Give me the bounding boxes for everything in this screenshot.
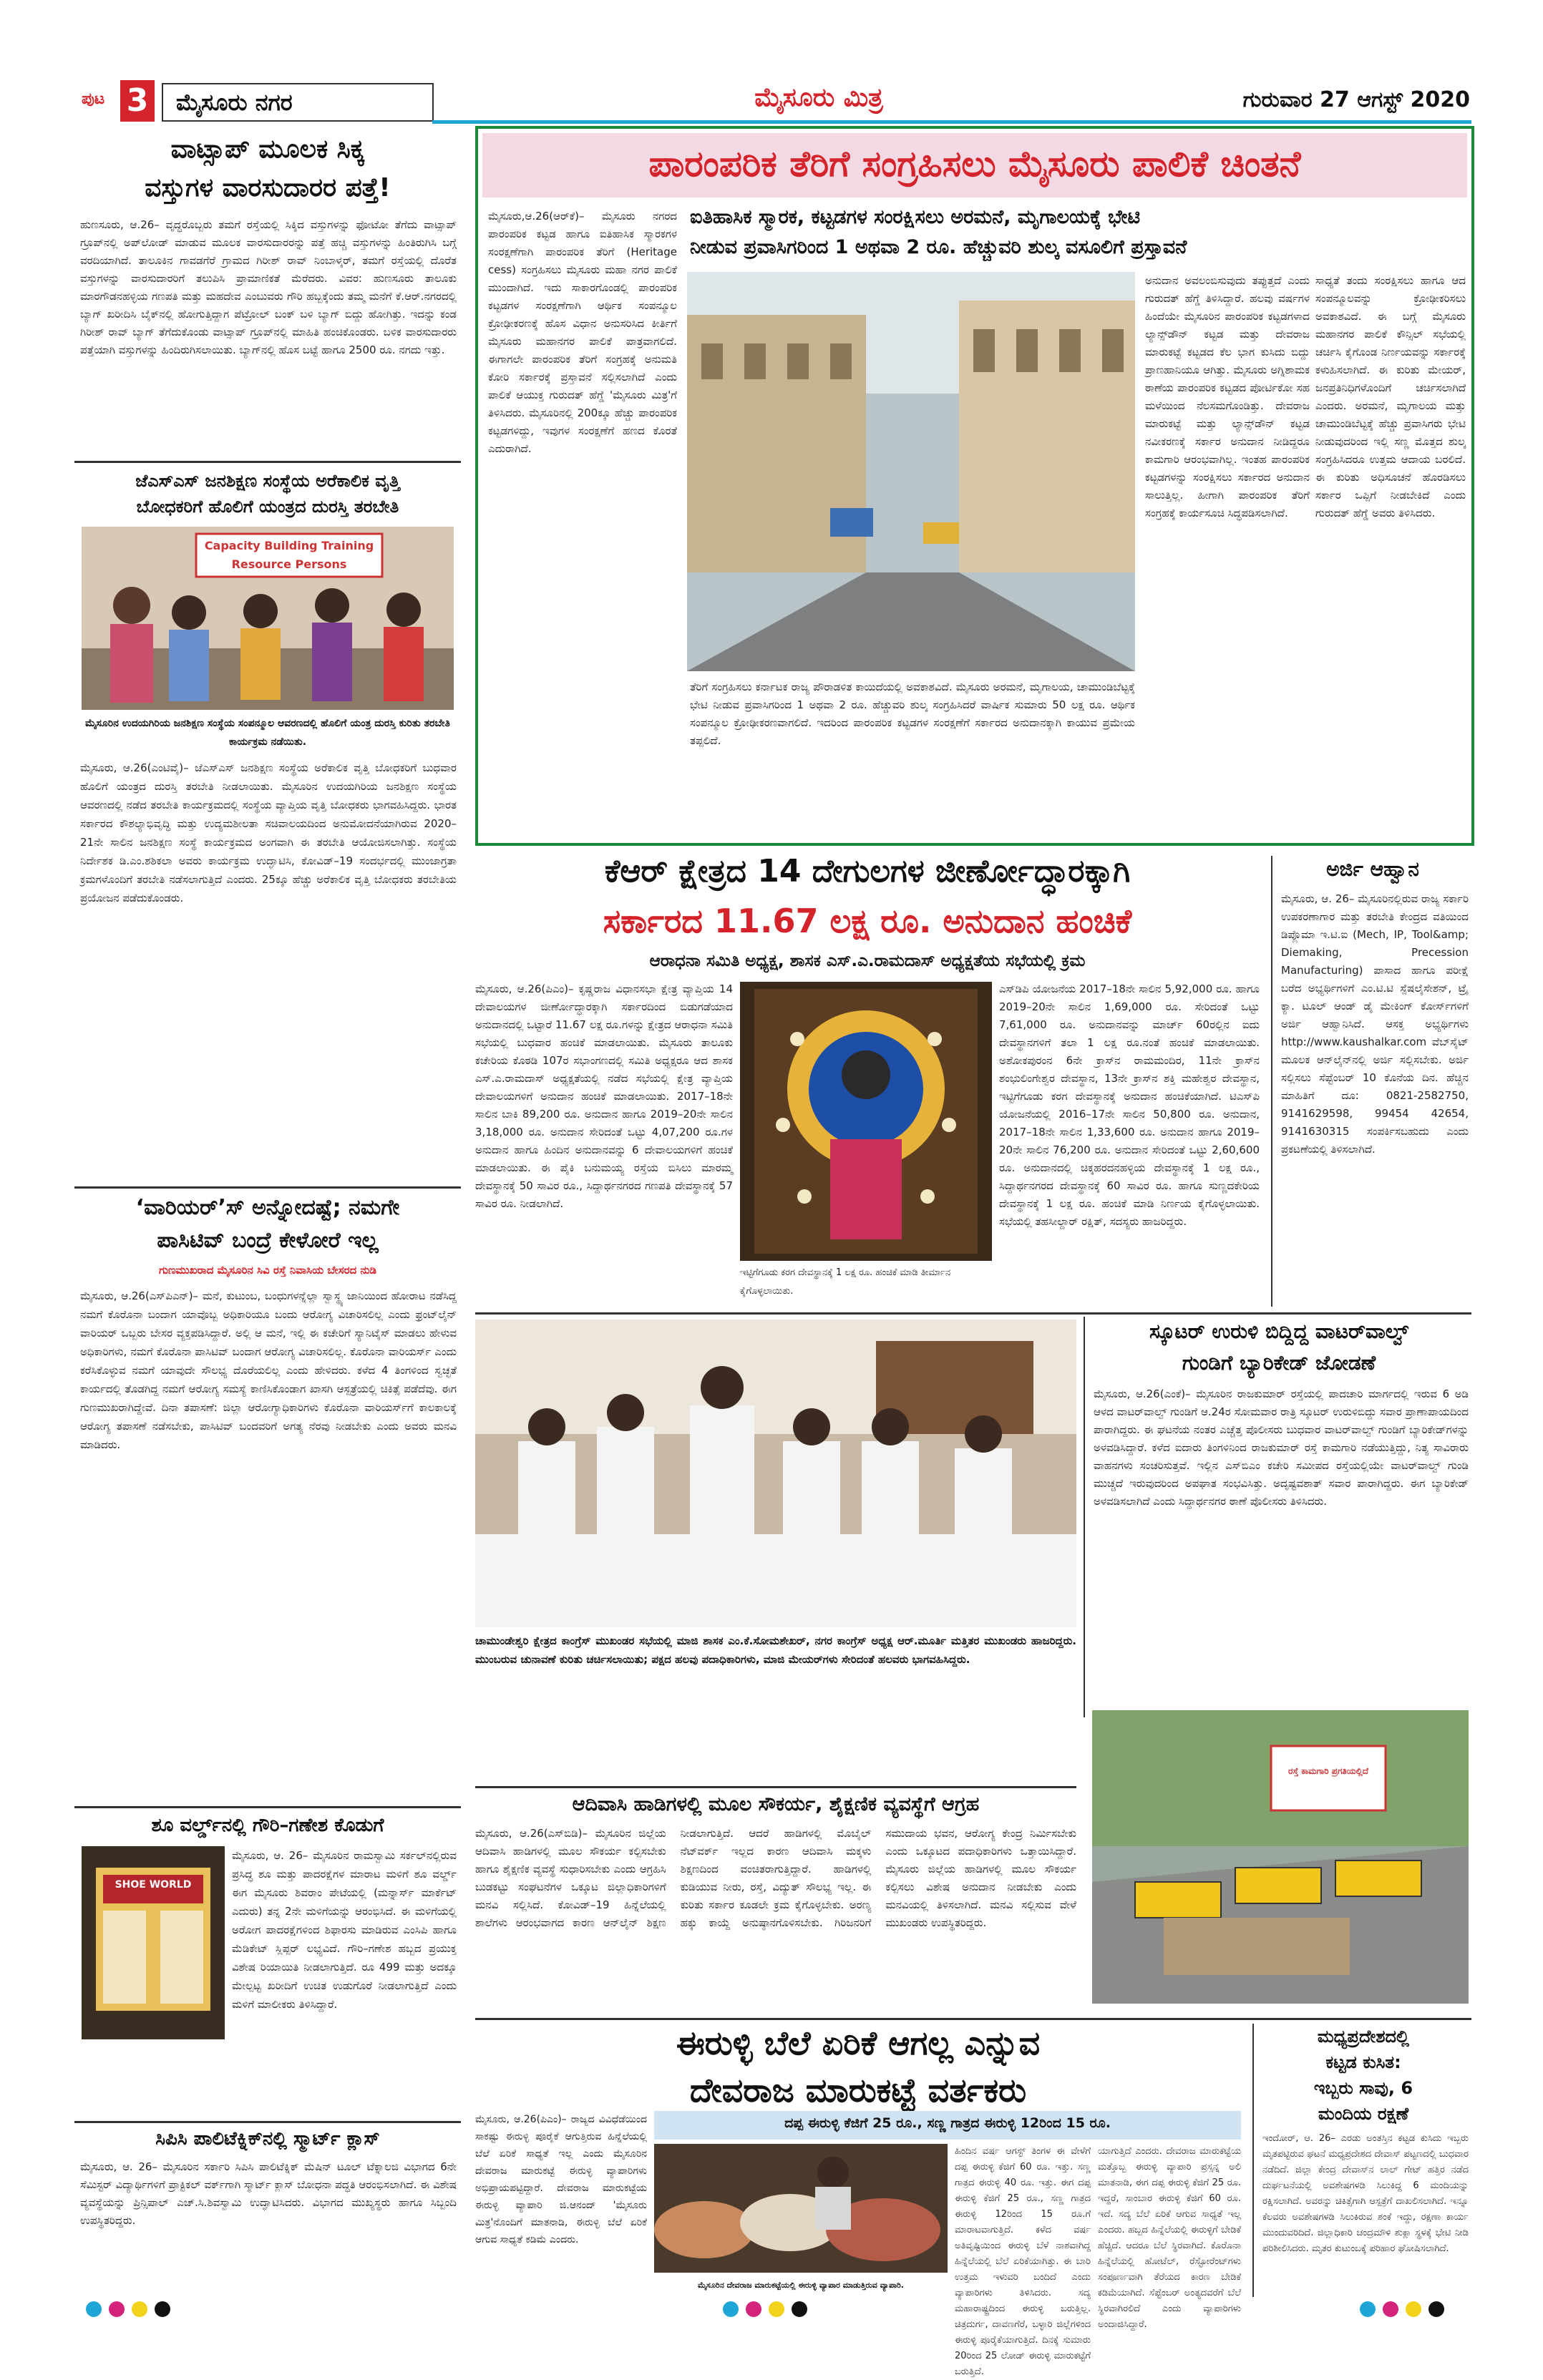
divider: [475, 2018, 1471, 2020]
subhead: ನೀಡುವ ಪ್ರವಾಸಿಗರಿಂದ 1 ಅಥವಾ 2 ರೂ. ಹೆಚ್ಚುವರಿ ಶುಲ್ಕ ವಸೂಲಿಗೆ ಪ್ರಸ್ತಾವನೆ: [690, 236, 1187, 258]
divider: [74, 2121, 461, 2123]
article-body: ತೆರಿಗೆ ಸಂಗ್ರಹಿಸಲು ಕರ್ನಾಟಕ ರಾಜ್ಯ ಪೌರಾಡಳಿತ ಕಾಯಿದೆಯಲ್ಲಿ ಅವಕಾಶವಿದೆ. ಮೈಸೂರು ಅರಮನೆ, ಮೃಗಾಲಯ, ಚಾಮುಂಡಿಬೆಟ್ಟಕ್ಕೆ ಭೇಟಿ ನೀಡುವ ಪ್ರವಾಸಿಗರಿಂದ 1 ಅಥವಾ 2 ರೂ. ಹೆಚ್ಚುವರಿ ಶುಲ್ಕ ಸಂಗ್ರಹಿಸಿದರೆ ವಾರ್ಷಿಕ ಸುಮಾರು 50 ಲಕ್ಷ ರೂ. ಆರ್ಥಿಕ ಸಂಪನ್ಮೂಲ ಕ್ರೋಢೀಕರಣವಾಗಲಿದೆ. ಇದರಿಂದ ಪಾರಂಪರಿಕ ಕಟ್ಟಡಗಳ ಸಂರಕ್ಷಣೆಗೆ ಸರ್ಕಾರದ ಅನುದಾನಕ್ಕಾಗಿ ಕಾಯುವ ಪ್ರಮೇಯ ತಪ್ಪಲಿದೆ.: [690, 681, 1135, 747]
temple-photo: [740, 982, 992, 1261]
cyan-dot: [86, 2301, 102, 2317]
photo-caption: ಮೈಸೂರಿನ ದೇವರಾಜ ಮಾರುಕಟ್ಟೆಯಲ್ಲಿ ಈರುಳ್ಳಿ ವ್ಯಾಪಾರ ಮಾಡುತ್ತಿರುವ ವ್ಯಾಪಾರಿ.: [698, 2281, 904, 2290]
subhead: ಗುಣಮುಖರಾದ ಮೈಸೂರಿನ ಸಿವಿ ರಸ್ತೆ ನಿವಾಸಿಯ ಬೇಸರದ ನುಡಿ: [159, 1264, 376, 1277]
headline: ಸ್ಕೂಟರ್ ಉರುಳಿ ಬಿದ್ದಿದ್ದ ವಾಟರ್‌ವಾಲ್ವ್: [1149, 1320, 1408, 1343]
page-number: 3: [120, 80, 155, 122]
cyan-dot: [1360, 2301, 1376, 2317]
headline: ಇಬ್ಬರು ಸಾವು, 6: [1313, 2078, 1413, 2098]
article-body: ಯಾಗುತ್ತಿದೆ ಎಂದರು. ದೇವರಾಜ ಮಾರುಕಟ್ಟೆಯ ಮತ್ತೊಬ್ಬ ಈರುಳ್ಳಿ ವ್ಯಾಪಾರಿ ಪ್ರಸ್ಸನ್ನ ಅಲಿ ಮಾತನಾಡಿ, ಈಗ ದಪ್ಪ ಈರುಳ್ಳಿ ಕೆಜಿಗೆ 25 ರೂ. ಇದ್ದರೆ, ಸಾಂಬಾರ ಈರುಳ್ಳಿ ಕೆಜಿಗೆ 60 ರೂ. ಇದೆ. ಸದ್ಯ ಬೆಲೆ ಏರಿಕೆ ಆಗುವ ಸಾಧ್ಯತೆ ಇಲ್ಲ ಎಂದರು. ಹಬ್ಬದ ಹಿನ್ನೆಲೆಯಲ್ಲಿ ಈರುಳ್ಳಿಗೆ ಬೇಡಿಕೆ ಹೆಚ್ಚಿದೆ. ಆದರೂ ಬೆಲೆ ಸ್ಥಿರವಾಗಿದೆ. ಕೊರೊನಾ ಹಿನ್ನೆಲೆಯಲ್ಲಿ ಹೋಟೆಲ್, ರೆಸ್ಟೋರೆಂಟ್‌ಗಳು ಸಂಪೂರ್ಣವಾಗಿ ತೆರೆಯದ ಕಾರಣ ಬೇಡಿಕೆ ಕಡಿಮೆಯಾಗಿದೆ. ಸೆಪ್ಟೆಂಬರ್ ಅಂತ್ಯದವರೆಗೆ ಬೆಲೆ ಸ್ಥಿರವಾಗಿರಲಿದೆ ಎಂದು ವ್ಯಾಪಾರಿಗಳು ಅಂದಾಜಿಸಿದ್ದಾರೆ.: [1098, 2146, 1241, 2330]
headline: ಅರ್ಜಿ ಆಹ್ವಾನ: [1326, 857, 1419, 881]
headline: ವಾಟ್ಸಾಪ್ ಮೂಲಕ ಸಿಕ್ಕ: [170, 135, 365, 164]
article-body: ಮೈಸೂರು, ಆ.26(ಪಿಎಂ)– ರಾಜ್ಯದ ವಿವಿಧೆಡೆಯಿಂದ ಸಾಕಷ್ಟು ಈರುಳ್ಳಿ ಪೂರೈಕೆ ಆಗುತ್ತಿರುವ ಹಿನ್ನೆಲೆಯಲ್ಲಿ ಬೆಲೆ ಏರಿಕೆ ಸಾಧ್ಯತೆ ಇಲ್ಲ ಎಂದು ಮೈಸೂರಿನ ದೇವರಾಜ ಮಾರುಕಟ್ಟೆ ಈರುಳ್ಳಿ ವ್ಯಾಪಾರಿಗಳು ಅಭಿಪ್ರಾಯಪಟ್ಟಿದ್ದಾರೆ. ದೇವರಾಜ ಮಾರುಕಟ್ಟೆಯ ಈರುಳ್ಳಿ ವ್ಯಾಪಾರಿ ಜಿ.ಆನಂದ್ 'ಮೈಸೂರು ಮಿತ್ರ'ನೊಂದಿಗೆ ಮಾತನಾಡಿ, ಈರುಳ್ಳಿ ಬೆಲೆ ಏರಿಕೆ ಆಗುವ ಸಾಧ್ಯತೆ ಕಡಿಮೆ ಎಂದರು.: [475, 2114, 647, 2245]
yellow-dot: [769, 2301, 784, 2317]
article-application: [1271, 856, 1471, 1307]
scooter-photo: [1092, 1710, 1469, 2004]
article-jss: [74, 467, 461, 1184]
divider: [74, 1186, 461, 1189]
headline: ವಸ್ತುಗಳ ವಾರಸುದಾರರ ಪತ್ತೆ!: [145, 173, 391, 203]
headline: ಸರ್ಕಾರದ 11.67 ಲಕ್ಷ ರೂ. ಅನುದಾನ ಹಂಚಿಕೆ: [603, 902, 1132, 940]
black-dot: [1428, 2301, 1444, 2317]
article-body: ಮೈಸೂರು, ಆ. 26– ಮೈಸೂರಿನ ರಾಮಸ್ವಾಮಿ ಸರ್ಕಲ್‌ನಲ್ಲಿರುವ ಪ್ರಸಿದ್ಧ ಶೂ ಮತ್ತು ಪಾದರಕ್ಷೆಗಳ ಮಾರಾಟ ಮಳಿಗೆ ಶೂ ವರ್ಲ್ಡ್ ಈಗ ಮೈಸೂರು ಶಿವರಾಂ ಪೇಟೆಯಲ್ಲಿ (ಮನ್ನಾರ್ಸ್ ಮಾರ್ಕೆಟ್ ಎದುರು) ತನ್ನ 2ನೇ ಮಳಿಗೆಯನ್ನು ಆರಂಭಿಸಿದೆ. ಈ ಮಳಿಗೆಯಲ್ಲಿ ಅರೋಗ ಪಾದರಕ್ಷೆಗಳಿಂದ ಶಿಫಾರಸು ಮಾಡಿರುವ ಎಂಸಿಪಿ ಹಾಗೂ ಮೆಡಿಕೇಟ್ ಸ್ಲಿಪ್ಪರ್ ಲಭ್ಯವಿದೆ. ಗೌರಿ–ಗಣೇಶ ಹಬ್ಬದ ಪ್ರಯುಕ್ತ ವಿಶೇಷ ರಿಯಾಯಿತಿ ನೀಡಲಾಗುತ್ತಿದೆ. ರೂ 499 ಮತ್ತು ಅದಕ್ಕೂ ಮೇಲ್ಪಟ್ಟ ಖರೀದಿಗೆ ಉಚಿತ ಉಡುಗೊರೆ ನೀಡಲಾಗುತ್ತಿದೆ ಎಂದು ಮಳಿಗೆ ಮಾಲೀಕರು ತಿಳಿಸಿದ್ದಾರೆ.: [232, 1849, 457, 2011]
yellow-dot: [132, 2301, 147, 2317]
black-dot: [155, 2301, 170, 2317]
jss-banner-text: Capacity Building Training Resource Persons: [204, 539, 374, 571]
magenta-dot: [109, 2301, 125, 2317]
article-whatsapp: [74, 129, 461, 458]
registration-marks-right: [1360, 2301, 1503, 2318]
paper-name: ಮೈಸೂರು ಮಿತ್ರ: [754, 83, 883, 112]
photo-caption: ಇಟ್ಟಿಗೆಗೂಡು ಕರಗ ದೇವಸ್ಥಾನಕ್ಕೆ 1 ಲಕ್ಷ ರೂ. ಹಂಚಿಕೆ ಮಾಡಿ ತೀರ್ಮಾನ ಕೈಗೊಳ್ಳಲಾಯಿತು.: [740, 1267, 951, 1297]
photo-caption: ಚಾಮುಂಡೇಶ್ವರಿ ಕ್ಷೇತ್ರದ ಕಾಂಗ್ರೆಸ್ ಮುಖಂಡರ ಸಭೆಯಲ್ಲಿ ಮಾಜಿ ಶಾಸಕ ಎಂ.ಕೆ.ಸೋಮಶೇಖರ್, ನಗರ ಕಾಂಗ್ರೆಸ್ ಅಧ್ಯಕ್ಷ ಆರ್.ಮೂರ್ತಿ ಮತ್ತಿತರ ಮುಖಂಡರು ಹಾಜರಿದ್ದರು. ಮುಂಬರುವ ಚುನಾವಣೆ ಕುರಿತು ಚರ್ಚಿಸಲಾಯಿತು; ಪಕ್ಷದ ಹಲವು ಪದಾಧಿಕಾರಿಗಳು, ಮಾಜಿ ಮೇಯರ್‌ಗಳು ಸೇರಿದಂತೆ ಹಲವರು ಭಾಗವಹಿಸಿದ್ದರು.: [475, 1634, 1076, 1666]
article-body: ಮೈಸೂರು, ಆ.26(ಎಸ್‌ಪಿಎನ್)– ಮನೆ, ಕುಟುಂಬ, ಬಂಧುಗಳನ್ನೆಲ್ಲಾ ಸ್ವಾಸ್ಥ್ಯ ಜಾನಿಯಿಂದ ಹೋರಾಟ ನಡೆಸಿದ್ದ ನಮಗೆ ಕೊರೊನಾ ಬಂದಾಗ ಯಾವೊಬ್ಬ ಅಧಿಕಾರಿಯೂ ಬಂದು ಆರೋಗ್ಯ ವಿಚಾರಿಸಲಿಲ್ಲ ಎಂದು ಫ್ರಂಟ್‌ಲೈನ್ ವಾರಿಯರ್ ಒಬ್ಬರು ಬೇಸರ ವ್ಯಕ್ತಪಡಿಸಿದ್ದಾರೆ. ಅಲ್ಲಿ ಆ ಮನೆ, ಇಲ್ಲಿ ಈ ಕಚೇರಿಗೆ ಸ್ಯಾನಿಟೈಸ್ ಮಾಡಲು ಹೇಳುವ ಅಧಿಕಾರಿಗಳು, ನಮಗೆ ಕೊರೊನಾ ಪಾಸಿಟಿವ್ ಬಂದಾಗ ಆರೋಗ್ಯ ವಿಚಾರಿಸಲಿಲ್ಲ. ಕೊರೊನಾ ವಾರಿಯರ್ಸ್ ಎಂದು ಕರೆಸಿಕೊಳ್ಳುವ ನಮಗೆ ಯಾವುದೇ ಸೌಲಭ್ಯ ದೊರೆಯಲಿಲ್ಲ ಎಂದು ಹೇಳಿದರು. ಕಳೆದ 4 ತಿಂಗಳಿಂದ ಸ್ವಚ್ಛತೆ ಕಾರ್ಯದಲ್ಲಿ ತೊಡಗಿದ್ದ ನಮಗೆ ಆರೋಗ್ಯ ಸಮಸ್ಯೆ ಕಾಣಿಸಿಕೊಂಡಾಗ ಖಾಸಗಿ ಆಸ್ಪತ್ರೆಯಲ್ಲಿ ಚಿಕಿತ್ಸೆ ಪಡೆದೆವು. ಈಗ ಗುಣಮುಖರಾಗಿದ್ದೇವೆ. ದಿನಾ ತಪಾಸಣೆ: ಜಿಲ್ಲಾ ಆರೋಗ್ಯಾಧಿಕಾರಿಗಳು ಕೊರೊನಾ ವಾರಿಯರ್ಸ್‌ಗೆ ಕಾಲಕಾಲಕ್ಕೆ ಆರೋಗ್ಯ ತಪಾಸಣೆ ನಡೆಸಬೇಕು, ಪಾಸಿಟಿವ್ ಬಂದವರಿಗೆ ಅಗತ್ಯ ನೆರವು ನೀಡಬೇಕು ಎಂದು ಅವರು ಮನವಿ ಮಾಡಿದರು.: [80, 1289, 457, 1451]
article-body: ಹಿಂದಿನ ವರ್ಷ ಆಗಸ್ಟ್ ತಿಂಗಳ ಈ ವೇಳೆಗೆ ದಪ್ಪ ಈರುಳ್ಳಿ ಕೆಜಿಗೆ 60 ರೂ. ಇತ್ತು. ಸಣ್ಣ ಗಾತ್ರದ ಈರುಳ್ಳಿ 40 ರೂ. ಇತ್ತು. ಈಗ ದಪ್ಪ ಈರುಳ್ಳಿ ಕೆಜಿಗೆ 25 ರೂ., ಸಣ್ಣ ಗಾತ್ರದ ಈರುಳ್ಳಿ 12ರಿಂದ 15 ರೂ.ಗೆ ಮಾರಾಟವಾಗುತ್ತಿದೆ. ಕಳೆದ ವರ್ಷ ಅತಿವೃಷ್ಟಿಯಿಂದ ಈರುಳ್ಳಿ ಬೆಳೆ ನಾಶವಾಗಿದ್ದ ಹಿನ್ನೆಲೆಯಲ್ಲಿ ಬೆಲೆ ಏರಿಕೆಯಾಗಿತ್ತು. ಈ ಬಾರಿ ಉತ್ತಮ ಇಳುವರಿ ಬಂದಿದೆ ಎಂದು ವ್ಯಾಪಾರಿಗಳು ತಿಳಿಸಿದರು. ಸದ್ಯ ಮಹಾರಾಷ್ಟ್ರದಿಂದ ಈರುಳ್ಳಿ ಬರುತ್ತಿಲ್ಲ. ಚಿತ್ರದುರ್ಗ, ದಾವಣಗೆರೆ, ಬಳ್ಳಾರಿ ಜಿಲ್ಲೆಗಳಿಂದ ಈರುಳ್ಳಿ ಪೂರೈಕೆಯಾಗುತ್ತಿದೆ. ದಿನಕ್ಕೆ ಸುಮಾರು 20ರಿಂದ 25 ಲೋಡ್ ಈರುಳ್ಳಿ ಮಾರುಕಟ್ಟೆಗೆ ಬರುತ್ತಿದೆ.: [955, 2146, 1091, 2377]
price-band-text: ದಪ್ಪ ಈರುಳ್ಳಿ ಕೆಜಿಗೆ 25 ರೂ., ಸಣ್ಣ ಗಾತ್ರದ ಈರುಳ್ಳಿ 12ರಿಂದ 15 ರೂ.: [784, 2115, 1111, 2131]
article-body: ಮೈಸೂರು, ಆ. 26– ಮೈಸೂರಿನ ಸರ್ಕಾರಿ ಸಿಪಿಸಿ ಪಾಲಿಟೆಕ್ನಿಕ್ ಮೆಷಿನ್ ಟೂಲ್ ಟೆಕ್ನಾಲಜಿ ವಿಭಾಗದ 6ನೇ ಸೆಮಿಸ್ಟರ್ ವಿದ್ಯಾರ್ಥಿಗಳಿಗೆ ಪ್ರಾಕ್ಟಿಕಲ್ ವರ್ಕ್‌ಗಾಗಿ ಸ್ಮಾರ್ಟ್ ಕ್ಲಾಸ್ ಬೋಧನಾ ಪದ್ಧತಿ ಆರಂಭಿಸಲಾಗಿದೆ. ಈ ವಿಶೇಷ ವ್ಯವಸ್ಥೆಯನ್ನು ಪ್ರಿನ್ಸಿಪಾಲ್ ಎಚ್.ಸಿ.ಶಿವಸ್ವಾಮಿ ಉದ್ಘಾಟಿಸಿದರು. ವಿಭಾಗದ ಮುಖ್ಯಸ್ಥರು ಹಾಗೂ ಸಿಬ್ಬಂದಿ ಉಪಸ್ಥಿತರಿದ್ದರು.: [80, 2160, 457, 2227]
heritage-headline-bar: [482, 133, 1467, 197]
headline: ಪಾಸಿಟಿವ್ ಬಂದ್ರೆ ಕೇಳೋರೆ ಇಲ್ಲ: [157, 1228, 379, 1253]
headline: ಸಿಪಿಸಿ ಪಾಲಿಟೆಕ್ನಿಕ್‌ನಲ್ಲಿ ಸ್ಮಾರ್ಟ್ ಕ್ಲಾಸ್: [155, 2128, 380, 2150]
headline: ಆದಿವಾಸಿ ಹಾಡಿಗಳಲ್ಲಿ ಮೂಲ ಸೌಕರ್ಯ, ಶೈಕ್ಷಣಿಕ ವ್ಯವಸ್ಥೆಗೆ ಆಗ್ರಹ: [572, 1793, 980, 1815]
headline: ಗುಂಡಿಗೆ ಬ್ಯಾರಿಕೇಡ್ ಜೋಡಣೆ: [1182, 1351, 1376, 1375]
article-congress: [475, 1317, 1076, 1782]
article-body: ಮೈಸೂರು, ಆ.26(ಎಸ್‌ಬಿಡಿ)– ಮೈಸೂರಿನ ಜಿಲ್ಲೆಯ ಆದಿವಾಸಿ ಹಾಡಿಗಳಲ್ಲಿ ಮೂಲ ಸೌಕರ್ಯ ಕಲ್ಪಿಸಬೇಕು ಹಾಗೂ ಶೈಕ್ಷಣಿಕ ವ್ಯವಸ್ಥೆ ಸುಧಾರಿಸಬೇಕು ಎಂದು ಆಗ್ರಹಿಸಿ ಬುಡಕಟ್ಟು ಸಂಘಟನೆಗಳ ಒಕ್ಕೂಟ ಜಿಲ್ಲಾಧಿಕಾರಿಗಳಿಗೆ ಮನವಿ ಸಲ್ಲಿಸಿದೆ. ಕೋವಿಡ್–19 ಹಿನ್ನೆಲೆಯಲ್ಲಿ ಶಾಲೆಗಳು ಆರಂಭವಾಗದ ಕಾರಣ ಆನ್‌ಲೈನ್ ಶಿಕ್ಷಣ ನೀಡಲಾಗುತ್ತಿದೆ. ಆದರೆ ಹಾಡಿಗಳಲ್ಲಿ ಮೊಬೈಲ್ ನೆಟ್‌ವರ್ಕ್ ಇಲ್ಲದ ಕಾರಣ ಆದಿವಾಸಿ ಮಕ್ಕಳು ಶಿಕ್ಷಣದಿಂದ ವಂಚಿತರಾಗುತ್ತಿದ್ದಾರೆ. ಹಾಡಿಗಳಲ್ಲಿ ಕುಡಿಯುವ ನೀರು, ರಸ್ತೆ, ವಿದ್ಯುತ್ ಸೌಲಭ್ಯ ಇಲ್ಲ. ಈ ಕುರಿತು ಸರ್ಕಾರ ಕೂಡಲೇ ಕ್ರಮ ಕೈಗೊಳ್ಳಬೇಕು. ಅರಣ್ಯ ಹಕ್ಕು ಕಾಯ್ದೆ ಅನುಷ್ಠಾನಗೊಳಿಸಬೇಕು. ಗಿರಿಜನರಿಗೆ ಸಮುದಾಯ ಭವನ, ಆರೋಗ್ಯ ಕೇಂದ್ರ ನಿರ್ಮಿಸಬೇಕು ಎಂದು ಒಕ್ಕೂಟದ ಪದಾಧಿಕಾರಿಗಳು ಒತ್ತಾಯಿಸಿದ್ದಾರೆ. ಮೈಸೂರು ಜಿಲ್ಲೆಯ ಹಾಡಿಗಳಲ್ಲಿ ಮೂಲ ಸೌಕರ್ಯ ಕಲ್ಪಿಸಲು ವಿಶೇಷ ಅನುದಾನ ನೀಡಬೇಕು ಎಂದು ಮನವಿಯಲ್ಲಿ ತಿಳಿಸಲಾಗಿದೆ. ಮನವಿ ಸಲ್ಲಿಸುವ ವೇಳೆ ಮುಖಂಡರು ಉಪಸ್ಥಿತರಿದ್ದರು.: [475, 1827, 1076, 1929]
photo-caption: ಮೈಸೂರಿನ ಉದಯಗಿರಿಯ ಜನಶಿಕ್ಷಣ ಸಂಸ್ಥೆಯ ಸಂಪನ್ಮೂಲ ಆವರಣದಲ್ಲಿ ಹೊಲಿಗೆ ಯಂತ್ರ ದುರಸ್ತಿ ಕುರಿತು ತರಬೇತಿ ಕಾರ್ಯಕ್ರಮ ನಡೆಯಿತು.: [85, 718, 450, 748]
onion-price-band: [654, 2111, 1241, 2140]
article-body: ಮೈಸೂರು, ಆ.26(ಪಿಎಂ)– ಕೃಷ್ಣರಾಜ ವಿಧಾನಸಭಾ ಕ್ಷೇತ್ರ ವ್ಯಾಪ್ತಿಯ 14 ದೇವಾಲಯಗಳ ಜೀರ್ಣೋದ್ಧಾರಕ್ಕಾಗಿ ಸರ್ಕಾರದಿಂದ ಬಿಡುಗಡೆಯಾದ ಅನುದಾನದಲ್ಲಿ ಒಟ್ಟಾರೆ 11.67 ಲಕ್ಷ ರೂ.ಗಳನ್ನು ಕ್ಷೇತ್ರದ ಆರಾಧನಾ ಸಮಿತಿ ಸಭೆಯಲ್ಲಿ ಬುಧವಾರ ಹಂಚಿಕೆ ಮಾಡಲಾಯಿತು. ಮೈಸೂರು ತಾಲೂಕು ಕಚೇರಿಯ ಕೊಠಡಿ 107ರ ಸಭಾಂಗಣದಲ್ಲಿ ಸಮಿತಿ ಅಧ್ಯಕ್ಷರೂ ಆದ ಶಾಸಕ ಎಸ್.ಎ.ರಾಮದಾಸ್ ಅಧ್ಯಕ್ಷತೆಯಲ್ಲಿ ನಡೆದ ಸಭೆಯಲ್ಲಿ ಕ್ಷೇತ್ರ ವ್ಯಾಪ್ತಿಯ ದೇವಾಲಯಗಳಿಗೆ ಅನುದಾನ ಹಂಚಿಕೆ ಮಾಡಲಾಯಿತು. 2017–18ನೇ ಸಾಲಿನ ಬಾಕಿ 89,200 ರೂ. ಅನುದಾನ ಹಾಗೂ 2019–20ನೇ ಸಾಲಿನ 3,18,000 ರೂ. ಅನುದಾನ ಸೇರಿದಂತೆ ಒಟ್ಟು 4,07,200 ರೂ.ಗಳ ಅನುದಾನ ಹಾಗೂ ಹಿಂದಿನ ಅನುದಾನವನ್ನು 6 ದೇವಾಲಯಗಳಿಗೆ ಹಂಚಿಕೆ ಮಾಡಲಾಯಿತು. ಈ ಪೈಕಿ ಬನುಮಯ್ಯ ರಸ್ತೆಯ ಬಿಸಿಲು ಮಾರಮ್ಮ ದೇವಸ್ಥಾನಕ್ಕೆ 50 ಸಾವಿರ ರೂ., ಸಿದ್ದಾರ್ಥನಗರದ ಗಣಪತಿ ದೇವಸ್ಥಾನಕ್ಕೆ 57 ಸಾವಿರ ರೂ. ನೀಡಲಾಗಿದೆ.: [475, 982, 733, 1210]
headline: ‘ವಾರಿಯರ್’ಸ್ ಅನ್ನೋದಷ್ಟೆ; ನಮಗೇ: [135, 1195, 400, 1220]
jss-photo: [82, 527, 454, 710]
shoe-store-image: [82, 1846, 225, 2039]
article-body: ಮೈಸೂರು, ಆ.26(ಎಂಕೆ)– ಮೈಸೂರಿನ ರಾಜಕುಮಾರ್ ರಸ್ತೆಯಲ್ಲಿ ಪಾದಚಾರಿ ಮಾರ್ಗದಲ್ಲಿ ಇರುವ 6 ಅಡಿ ಆಳದ ವಾಟರ್‌ವಾಲ್ವ್ ಗುಂಡಿಗೆ ಆ.24ರ ಸೋಮವಾರ ರಾತ್ರಿ ಸ್ಕೂಟರ್ ಉರುಳಿಬಿದ್ದು ಸವಾರ ಪ್ರಾಣಾಪಾಯದಿಂದ ಪಾರಾಗಿದ್ದರು. ಈ ಘಟನೆಯ ನಂತರ ಎಚ್ಚೆತ್ತ ಪೊಲೀಸರು ಬುಧವಾರ ವಾಟರ್‌ವಾಲ್ವ್ ಗುಂಡಿಗೆ ಬ್ಯಾರಿಕೇಡ್‌ಗಳನ್ನು ಅಳವಡಿಸಿದ್ದಾರೆ. ಕಳೆದ ಐದಾರು ತಿಂಗಳಿನಿಂದ ರಾಜಕುಮಾರ್ ರಸ್ತೆ ಕಾಮಗಾರಿ ನಡೆಯುತ್ತಿದ್ದು, ನಿತ್ಯ ಸಾವಿರಾರು ವಾಹನಗಳು ಸಂಚರಿಸುತ್ತವೆ. ಇಲ್ಲಿನ ಎಸ್‌ಬಿಎಂ ಕಚೇರಿ ಸಮೀಪದ ರಸ್ತೆಯಲ್ಲಿಯೇ ವಾಟರ್‌ವಾಲ್ವ್ ಗುಂಡಿ ಮುಚ್ಚದೆ ಇರುವುದರಿಂದ ಅಪಘಾತ ಸಂಭವಿಸಿತ್ತು. ಅದೃಷ್ಟವಶಾತ್ ಸವಾರ ಪಾರಾಗಿದ್ದರು. ಈಗ ಬ್ಯಾರಿಕೇಡ್ ಅಳವಡಿಸಲಾಗಿದೆ ಎಂದು ಸಿದ್ದಾರ್ಥನಗರ ಠಾಣೆ ಪೊಲೀಸರು ತಿಳಿಸಿದರು.: [1094, 1387, 1469, 1508]
headline: ಕೆಆರ್ ಕ್ಷೇತ್ರದ 14 ದೇಗುಲಗಳ ಜೀರ್ಣೋದ್ಧಾರಕ್ಕಾಗಿ: [604, 853, 1131, 889]
divider: [74, 461, 461, 463]
headline: ಈರುಳ್ಳಿ ಬೆಲೆ ಏರಿಕೆ ಆಗಲ್ಲ ಎನ್ನುವ: [676, 2024, 1041, 2062]
shoe-store-sign: SHOE WORLD: [115, 1879, 192, 1891]
shoe-photo: [82, 1846, 225, 2039]
headline: ಮಂದಿಯ ರಕ್ಷಣೆ: [1318, 2104, 1409, 2124]
article-temples: [475, 852, 1260, 1308]
date-line: ಗುರುವಾರ 27 ಆಗಸ್ಟ್ 2020: [1242, 87, 1470, 112]
subhead: ಆರಾಧನಾ ಸಮಿತಿ ಅಧ್ಯಕ್ಷ, ಶಾಸಕ ಎಸ್.ಎ.ರಾಮದಾಸ್ ಅಧ್ಯಕ್ಷತೆಯ ಸಭೆಯಲ್ಲಿ ಕ್ರಮ: [649, 952, 1086, 970]
heritage-street-image: [687, 272, 1135, 671]
registration-marks-center: [723, 2301, 866, 2318]
yellow-dot: [1406, 2301, 1421, 2317]
article-body: ಮೈಸೂರು, ಆ. 26– ಮೈಸೂರಿನಲ್ಲಿರುವ ರಾಜ್ಯ ಸರ್ಕಾರಿ ಉಪಕರಣಾಗಾರ ಮತ್ತು ತರಬೇತಿ ಕೇಂದ್ರದ ವತಿಯಿಂದ ಡಿಪ್ಲೊಮಾ ಇ.ಟಿ.ಐ (Mech, IP, Tool&amp; Diemaking, Precession Manufacturing) ಪಾಸಾದ ಹಾಗೂ ಪರೀಕ್ಷೆ ಬರೆದ ಅಭ್ಯರ್ಥಿಗಳಿಗೆ ಎಂ.ಟಿ.ಟಿ ಸ್ಪೆಷಲೈಸೇಶನ್, ಟ್ರೈ ಕ್ಯಾ. ಟೂಲ್ ಆಂಡ್ ಡೈ ಮೇಕಿಂಗ್ ಕೋರ್ಸ್‌ಗಳಿಗೆ ಅರ್ಜಿ ಆಹ್ವಾನಿಸಿದೆ. ಆಸಕ್ತ ಅಭ್ಯರ್ಥಿಗಳು http://www.kaushalkar.com ವೆಬ್‌ಸೈಟ್ ಮೂಲಕ ಆನ್‌ಲೈನ್‌ನಲ್ಲಿ ಅರ್ಜಿ ಸಲ್ಲಿಸಬೇಕು. ಅರ್ಜಿ ಸಲ್ಲಿಸಲು ಸೆಪ್ಟೆಂಬರ್ 10 ಕೊನೆಯ ದಿನ. ಹೆಚ್ಚಿನ ಮಾಹಿತಿಗೆ ದೂ: 0821-2582750, 9141629598, 99454 42654, 9141630315 ಸಂಪರ್ಕಿಸಬಹುದು ಎಂದು ಪ್ರಕಟಣೆಯಲ್ಲಿ ತಿಳಿಸಲಾಗಿದೆ.: [1281, 892, 1469, 1156]
masthead-rule: [432, 120, 1471, 124]
subhead: ಐತಿಹಾಸಿಕ ಸ್ಮಾರಕ, ಕಟ್ಟಡಗಳ ಸಂರಕ್ಷಿಸಲು ಅರಮನೆ, ಮೃಗಾಲಯಕ್ಕೆ ಭೇಟಿ: [690, 206, 1141, 228]
magenta-dot: [746, 2301, 761, 2317]
article-warriors: [74, 1192, 461, 1803]
page-label: ಪುಟ: [82, 90, 105, 108]
headline: ಬೋಧಕರಿಗೆ ಹೊಲಿಗೆ ಯಂತ್ರದ ದುರಸ್ತಿ ತರಬೇತಿ: [136, 497, 399, 517]
registration-marks-left: [86, 2301, 229, 2318]
article-body: ಇಂದೋರ್, ಆ. 26– ಎರಡು ಅಂತಸ್ತಿನ ಕಟ್ಟಡ ಕುಸಿದು ಇಬ್ಬರು ಮೃತಪಟ್ಟಿರುವ ಘಟನೆ ಮಧ್ಯಪ್ರದೇಶದ ದೇವಾಸ್ ಪಟ್ಟಣದಲ್ಲಿ ಬುಧವಾರ ನಡೆದಿದೆ. ಜಿಲ್ಲಾ ಕೇಂದ್ರ ದೇವಾಸ್‌ನ ಲಾಲ್ ಗೇಟ್ ಹತ್ತಿರ ನಡೆದ ದುರ್ಘಟನೆಯಲ್ಲಿ ಅವಶೇಷಗಳಡಿ ಸಿಲುಕಿದ್ದ 6 ಮಂದಿಯನ್ನು ರಕ್ಷಿಸಲಾಗಿದೆ. ಅವರನ್ನು ಚಿಕಿತ್ಸೆಗಾಗಿ ಆಸ್ಪತ್ರೆಗೆ ದಾಖಲಿಸಲಾಗಿದೆ. ಇನ್ನೂ ಕೆಲವರು ಅವಶೇಷಗಳಡಿ ಸಿಲುಕಿರುವ ಶಂಕೆ ಇದ್ದು, ರಕ್ಷಣಾ ಕಾರ್ಯ ಮುಂದುವರಿದಿದೆ. ಜಿಲ್ಲಾಧಿಕಾರಿ ಚಂದ್ರಮೌಳಿ ಶುಕ್ಲಾ ಸ್ಥಳಕ್ಕೆ ಭೇಟಿ ನೀಡಿ ಪರಿಶೀಲಿಸಿದರು. ಮೃತರ ಕುಟುಂಬಕ್ಕೆ ಪರಿಹಾರ ಘೋಷಿಸಲಾಗಿದೆ.: [1262, 2133, 1469, 2254]
divider: [475, 1312, 1471, 1315]
congress-photo: [475, 1320, 1076, 1627]
masthead: [74, 80, 1471, 125]
temple-deity-image: [740, 982, 992, 1261]
article-adivasi: [475, 1786, 1076, 2015]
divider: [74, 1806, 461, 1808]
onion-photo: [654, 2144, 948, 2273]
headline: ಕಟ್ಟಡ ಕುಸಿತ:: [1325, 2052, 1401, 2072]
article-body: ಹುಣಸೂರು, ಆ.26– ವೃದ್ಧರೊಬ್ಬರು ತಮಗೆ ರಸ್ತೆಯಲ್ಲಿ ಸಿಕ್ಕಿದ ವಸ್ತುಗಳನ್ನು ಫೋಟೋ ತೆಗೆದು ವಾಟ್ಸಾಪ್ ಗ್ರೂಪ್‌ನಲ್ಲಿ ಅಪ್‌ಲೋಡ್ ಮಾಡುವ ಮೂಲಕ ವಾರಸುದಾರರನ್ನು ಪತ್ತೆ ಹಚ್ಚಿ ವಸ್ತುಗಳನ್ನು ಹಿಂತಿರುಗಿಸಿ ಬಗ್ಗೆ ವರದಿಯಾಗಿದೆ. ತಾಲೂಕಿನ ಗಾವಡಗೆರೆ ಗ್ರಾಮದ ಗಿರೀಶ್ ರಾವ್ ನಿಂಬಾಳ್ಕರ್, ತಮಗೆ ರಸ್ತೆಯಲ್ಲಿ ದೊರೆತ ವಸ್ತುಗಳನ್ನು ವಾರಸುದಾರರಿಗೆ ತಲುಪಿಸಿ ಪ್ರಾಮಾಣಿಕತೆ ಮೆರೆದರು. ವಿವರ: ಹುಣಸೂರು ತಾಲೂಕು ಮಾರಗೌಡನಹಳ್ಳಿಯ ಗಣಪತಿ ಮತ್ತು ಮಹದೇವ ಎಂಬುವರು ಗೌರಿ ಹಬ್ಬಕ್ಕೆಂದು ತಮ್ಮ ಮನೆಗೆ ಕೆ.ಆರ್.ನಗರದಲ್ಲಿ ಬ್ಯಾಗ್ ಖರೀದಿಸಿ ಬೈಕ್‌ನಲ್ಲಿ ಹೋಗುತ್ತಿದ್ದಾಗ ಪೆಟ್ರೋಲ್ ಬಂಕ್ ಬಳಿ ಬ್ಯಾಗ್ ಬಿದ್ದು ಹೋಗಿತ್ತು. ಇದನ್ನು ಕಂಡ ಗಿರೀಶ್ ರಾವ್ ಬ್ಯಾಗ್ ತೆಗೆದುಕೊಂಡು ವಾಟ್ಸಾಪ್ ಗ್ರೂಪ್‌ನಲ್ಲಿ ಮಾಹಿತಿ ಹಂಚಿಕೊಂಡರು. ಬಳಿಕ ವಾರಸುದಾರರು ಪತ್ತೆಯಾಗಿ ವಸ್ತುಗಳನ್ನು ಹಿಂದಿರುಗಿಸಲಾಯಿತು. ಬ್ಯಾಗ್‌ನಲ್ಲಿ ಹೊಸ ಬಟ್ಟೆ ಹಾಗೂ 2500 ರೂ. ನಗದು ಇತ್ತು.: [80, 218, 457, 356]
article-body: ಅನುದಾನ ಅವಲಂಬಿಸುವುದು ತಪ್ಪುತ್ತದೆ ಎಂದು ಗುರುದತ್ ಹೆಗ್ಡೆ ತಿಳಿಸಿದ್ದಾರೆ. ಹಲವು ವರ್ಷಗಳ ಹಿಂದೆಯೇ ಮೈಸೂರಿನ ಪಾರಂಪರಿಕ ಕಟ್ಟಡಗಳಾದ ಲ್ಯಾನ್ಸ್‌ಡೌನ್ ಕಟ್ಟಡ ಮತ್ತು ದೇವರಾಜ ಮಾರುಕಟ್ಟೆ ಕಟ್ಟಡದ ಕೆಲ ಭಾಗ ಕುಸಿದು ಬಿದ್ದು ಪ್ರಾಣಹಾನಿಯೂ ಆಗಿತ್ತು. ಮೈಸೂರು ಅಗ್ನಿಶಾಮಕ ಠಾಣೆಯ ಪಾರಂಪರಿಕ ಕಟ್ಟಡದ ಪೋರ್ಟಿಕೋ ಸಹ ಮಳೆಯಿಂದ ನೆಲಸಮಗೊಂಡಿತ್ತು. ದೇವರಾಜ ಮಾರುಕಟ್ಟೆ ಮತ್ತು ಲ್ಯಾನ್ಸ್‌ಡೌನ್ ಕಟ್ಟಡ ನವೀಕರಣಕ್ಕೆ ಸರ್ಕಾರ ಅನುದಾನ ನೀಡಿದ್ದರೂ ಕಾಮಗಾರಿ ಆರಂಭವಾಗಿಲ್ಲ. ಇಂತಹ ಪಾರಂಪರಿಕ ಕಟ್ಟಡಗಳನ್ನು ಸಂರಕ್ಷಿಸಲು ಸರ್ಕಾರದ ಅನುದಾನ ಸಾಲುತ್ತಿಲ್ಲ. ಹೀಗಾಗಿ ಪಾರಂಪರಿಕ ತೆರಿಗೆ ಸಂಗ್ರಹಕ್ಕೆ ಕಾರ್ಯಸೂಚಿ ಸಿದ್ಧಪಡಿಸಲಾಗಿದೆ.: [1145, 274, 1310, 520]
article-body: ಎಸ್‌ಡಿಪಿ ಯೋಜನೆಯ 2017–18ನೇ ಸಾಲಿನ 5,92,000 ರೂ. ಹಾಗೂ 2019–20ನೇ ಸಾಲಿನ 1,69,000 ರೂ. ಸೇರಿದಂತೆ ಒಟ್ಟು 7,61,000 ರೂ. ಅನುದಾನವನ್ನು ಮಾರ್ಚ್ 60ರಲ್ಲಿನ ಐದು ದೇವಸ್ಥಾನಗಳಿಗೆ ತಲಾ 1 ಲಕ್ಷ ರೂ.ನಂತೆ ಹಂಚಿಕೆ ಮಾಡಲಾಯಿತು. ಅಶೋಕಪುರಂನ 6ನೇ ಕ್ರಾಸ್‌ನ ರಾಮಮಂದಿರ, 11ನೇ ಕ್ರಾಸ್‌ನ ಶಂಭುಲಿಂಗೇಶ್ವರ ದೇವಸ್ಥಾನ, 13ನೇ ಕ್ರಾಸ್‌ನ ಶಕ್ತಿ ಮಹೇಶ್ವರ ದೇವಸ್ಥಾನ, ಇಟ್ಟಿಗೆಗೂಡು ಕರಗ ದೇವಸ್ಥಾನಕ್ಕೆ ಅನುದಾನ ಹಂಚಿಕೆಯಾಗಿದೆ. ಟಿಎಸ್‌ಪಿ ಯೋಜನೆಯಲ್ಲಿ 2016–17ನೇ ಸಾಲಿನ 50,800 ರೂ. ಅನುದಾನ, 2017–18ನೇ ಸಾಲಿನ 1,33,600 ರೂ. ಅನುದಾನ ಹಾಗೂ 2019–20ನೇ ಸಾಲಿನ 76,200 ರೂ. ಅನುದಾನ ಸೇರಿದಂತೆ ಒಟ್ಟು 2,60,600 ರೂ. ಅನುದಾನದಲ್ಲಿ ಚಿಕ್ಕಹರದನಹಳ್ಳಿಯ ದೇವಸ್ಥಾನಕ್ಕೆ 1 ಲಕ್ಷ ರೂ., ಸಿದ್ದಾರ್ಥನಗರದ ದೇವಸ್ಥಾನಕ್ಕೆ 60 ಸಾವಿರ ರೂ. ಹಾಗೂ ಸುಣ್ಣದಕೇರಿಯ ದೇವಸ್ಥಾನಕ್ಕೆ 1 ಲಕ್ಷ ರೂ. ಹಂಚಿಕೆ ಮಾಡಿ ನಿರ್ಣಯ ಕೈಗೊಳ್ಳಲಾಯಿತು. ಸಭೆಯಲ್ಲಿ ತಹಸೀಲ್ದಾರ್ ರಕ್ಷಿತ್, ಸದಸ್ಯರು ಹಾಜರಿದ್ದರು.: [999, 982, 1260, 1228]
magenta-dot: [1383, 2301, 1398, 2317]
headline: ಶೂ ವರ್ಲ್ಡ್‌ನಲ್ಲಿ ಗೌರಿ–ಗಣೇಶ ಕೊಡುಗೆ: [151, 1815, 384, 1836]
article-body: ಮೈಸೂರು,ಆ.26(ಆರ್‌ಕೆ)– ಮೈಸೂರು ನಗರದ ಪಾರಂಪರಿಕ ಕಟ್ಟಡ ಹಾಗೂ ಐತಿಹಾಸಿಕ ಸ್ಮಾರಕಗಳ ಸಂರಕ್ಷಣೆಗಾಗಿ ಪಾರಂಪರಿಕ ತೆರಿಗೆ (Heritage cess) ಸಂಗ್ರಹಿಸಲು ಮೈಸೂರು ಮಹಾ ನಗರ ಪಾಲಿಕೆ ಮುಂದಾಗಿದೆ. ಇದು ಸಾಕಾರಗೊಂಡಲ್ಲಿ ಪಾರಂಪರಿಕ ಕಟ್ಟಡಗಳ ಸಂರಕ್ಷಣೆಗಾಗಿ ಆರ್ಥಿಕ ಸಂಪನ್ಮೂಲ ಕ್ರೋಢೀಕರಣಕ್ಕೆ ಹೊಸ ವಿಧಾನ ಅನುಸರಿಸಿದ ಕೀರ್ತಿಗೆ ಮೈಸೂರು ಮಹಾನಗರ ಪಾಲಿಕೆ ಪಾತ್ರವಾಗಲಿದೆ. ಈಗಾಗಲೇ ಪಾರಂಪರಿಕ ತೆರಿಗೆ ಸಂಗ್ರಹಕ್ಕೆ ಅನುಮತಿ ಕೋರಿ ಸರ್ಕಾರಕ್ಕೆ ಪ್ರಸ್ತಾವನೆ ಸಲ್ಲಿಸಲಾಗಿದೆ ಎಂದು ಪಾಲಿಕೆ ಆಯುಕ್ತ ಗುರುದತ್ ಹೆಗ್ಡೆ 'ಮೈಸೂರು ಮಿತ್ರ'ಗೆ ತಿಳಿಸಿದರು. ಮೈಸೂರಿನಲ್ಲಿ 200ಕ್ಕೂ ಹೆಚ್ಚು ಪಾರಂಪರಿಕ ಕಟ್ಟಡಗಳಿದ್ದು, ಇವುಗಳ ಸಂರಕ್ಷಣೆಗೆ ಹಣದ ಕೊರತೆ ಎದುರಾಗಿದೆ.: [488, 210, 677, 455]
article-heritage: [475, 126, 1474, 846]
divider: [475, 1786, 1076, 1788]
headline: ಮಧ್ಯಪ್ರದೇಶದಲ್ಲಿ: [1317, 2027, 1410, 2047]
barricade-image: [1092, 1710, 1469, 2004]
section-title: ಮೈಸೂರು ನಗರ: [162, 83, 434, 122]
meeting-image: [475, 1320, 1076, 1627]
article-body: ಮೈಸೂರು, ಆ.26(ಎಂಟಿವೈ)– ಜೆಎಸ್ಎಸ್ ಜನಶಿಕ್ಷಣ ಸಂಸ್ಥೆಯ ಅರೆಕಾಲಿಕ ವೃತ್ತಿ ಬೋಧಕರಿಗೆ ಬುಧವಾರ ಹೊಲಿಗೆ ಯಂತ್ರದ ದುರಸ್ತಿ ತರಬೇತಿ ನೀಡಲಾಯಿತು. ಮೈಸೂರಿನ ಉದಯಗಿರಿಯ ಜನಶಿಕ್ಷಣ ಸಂಸ್ಥೆಯ ಆವರಣದಲ್ಲಿ ನಡೆದ ತರಬೇತಿ ಕಾರ್ಯಕ್ರಮದಲ್ಲಿ ಸಂಸ್ಥೆಯ ವ್ಯಾಪ್ತಿಯ ವೃತ್ತಿ ಬೋಧಕರು ಭಾಗವಹಿಸಿದ್ದರು. ಭಾರತ ಸರ್ಕಾರದ ಕೌಶಲ್ಯಾಭಿವೃದ್ಧಿ ಮತ್ತು ಉದ್ಯಮಶೀಲತಾ ಸಚಿವಾಲಯದಿಂದ ಅನುಮೋದನೆಯಾಗಿರುವ 2020–21ನೇ ಸಾಲಿನ ಜನಶಿಕ್ಷಣ ಸಂಸ್ಥೆ ಕಾರ್ಯಕ್ರಮದ ಅಂಗವಾಗಿ ಈ ತರಬೇತಿ ಆಯೋಜಿಸಲಾಗಿತ್ತು. ಸಂಸ್ಥೆಯ ನಿರ್ದೇಶಕ ಡಿ.ಎಂ.ಶಶಿಕಲಾ ಅವರು ಕಾರ್ಯಕ್ರಮ ಉದ್ಘಾಟಿಸಿ, ಕೋವಿಡ್–19 ಸಂದರ್ಭದಲ್ಲಿ ಮುಂಜಾಗ್ರತಾ ಕ್ರಮಗಳೊಂದಿಗೆ ತರಬೇತಿ ನಡೆಸಲಾಗುತ್ತಿದೆ ಎಂದರು. 25ಕ್ಕೂ ಹೆಚ್ಚು ಅರೆಕಾಲಿಕ ವೃತ್ತಿ ಬೋಧಕರು ತರಬೇತಿಯ ಪ್ರಯೋಜನ ಪಡೆದುಕೊಂಡರು.: [80, 761, 457, 904]
headline: ಪಾರಂಪರಿಕ ತೆರಿಗೆ ಸಂಗ್ರಹಿಸಲು ಮೈಸೂರು ಪಾಲಿಕೆ ಚಿಂತನೆ: [648, 143, 1301, 185]
black-dot: [792, 2301, 807, 2317]
headline: ಜೆಎಸ್ಎಸ್ ಜನಶಿಕ್ಷಣ ಸಂಸ್ಥೆಯ ಅರೆಕಾಲಿಕ ವೃತ್ತಿ: [135, 471, 400, 491]
heritage-photo: [687, 272, 1135, 671]
article-mp-building: [1252, 2024, 1471, 2297]
article-body: ಸಾಧ್ಯತೆ ತಂದು ಸಂರಕ್ಷಿಸಲು ಹಾಗೂ ಆದ ಸಂಪನ್ಮೂಲವನ್ನು ಕ್ರೋಢೀಕರಿಸಲು ಅವಕಾಶವಿದೆ. ಈ ಬಗ್ಗೆ ಮೈಸೂರು ಮಹಾನಗರ ಪಾಲಿಕೆ ಕೌನ್ಸಿಲ್ ಸಭೆಯಲ್ಲಿ ಚರ್ಚಿಸಿ ಕೈಗೊಂಡ ನಿರ್ಣಯವನ್ನು ಸರ್ಕಾರಕ್ಕೆ ಕಳುಹಿಸಲಾಗಿದೆ. ಈ ಕುರಿತು ಮೇಯರ್, ಜನಪ್ರತಿನಿಧಿಗಳೊಂದಿಗೆ ಚರ್ಚಿಸಲಾಗಿದೆ ಎಂದರು. ಅರಮನೆ, ಮೃಗಾಲಯ ಮತ್ತು ಚಾಮುಂಡಿಬೆಟ್ಟಕ್ಕೆ ಹೆಚ್ಚು ಪ್ರವಾಸಿಗರು ಭೇಟಿ ನೀಡುವುದರಿಂದ ಇಲ್ಲಿ ಸಣ್ಣ ಮೊತ್ತದ ಶುಲ್ಕ ಸಂಗ್ರಹಿಸಿದರೂ ಉತ್ತಮ ಆದಾಯ ಬರಲಿದೆ. ಈ ಕುರಿತು ಅಧಿಸೂಚನೆ ಹೊರಡಿಸಲು ಸರ್ಕಾರ ಒಪ್ಪಿಗೆ ನೀಡಬೇಕಿದೆ ಎಂದು ಗುರುದತ್ ಹೆಗ್ಡೆ ಅವರು ತಿಳಿಸಿದರು.: [1315, 274, 1466, 520]
cyan-dot: [723, 2301, 739, 2317]
onion-market-image: [654, 2144, 948, 2273]
article-polytechnic: [74, 2125, 461, 2268]
article-shoe-world: [74, 1810, 461, 2118]
article-scooter: [1084, 1317, 1471, 1717]
road-sign-text: ರಸ್ತೆ ಕಾಮಗಾರಿ ಪ್ರಗತಿಯಲ್ಲಿದೆ: [1288, 1766, 1368, 1776]
headline: ದೇವರಾಜ ಮಾರುಕಟ್ಟೆ ವರ್ತಕರು: [689, 2071, 1027, 2110]
